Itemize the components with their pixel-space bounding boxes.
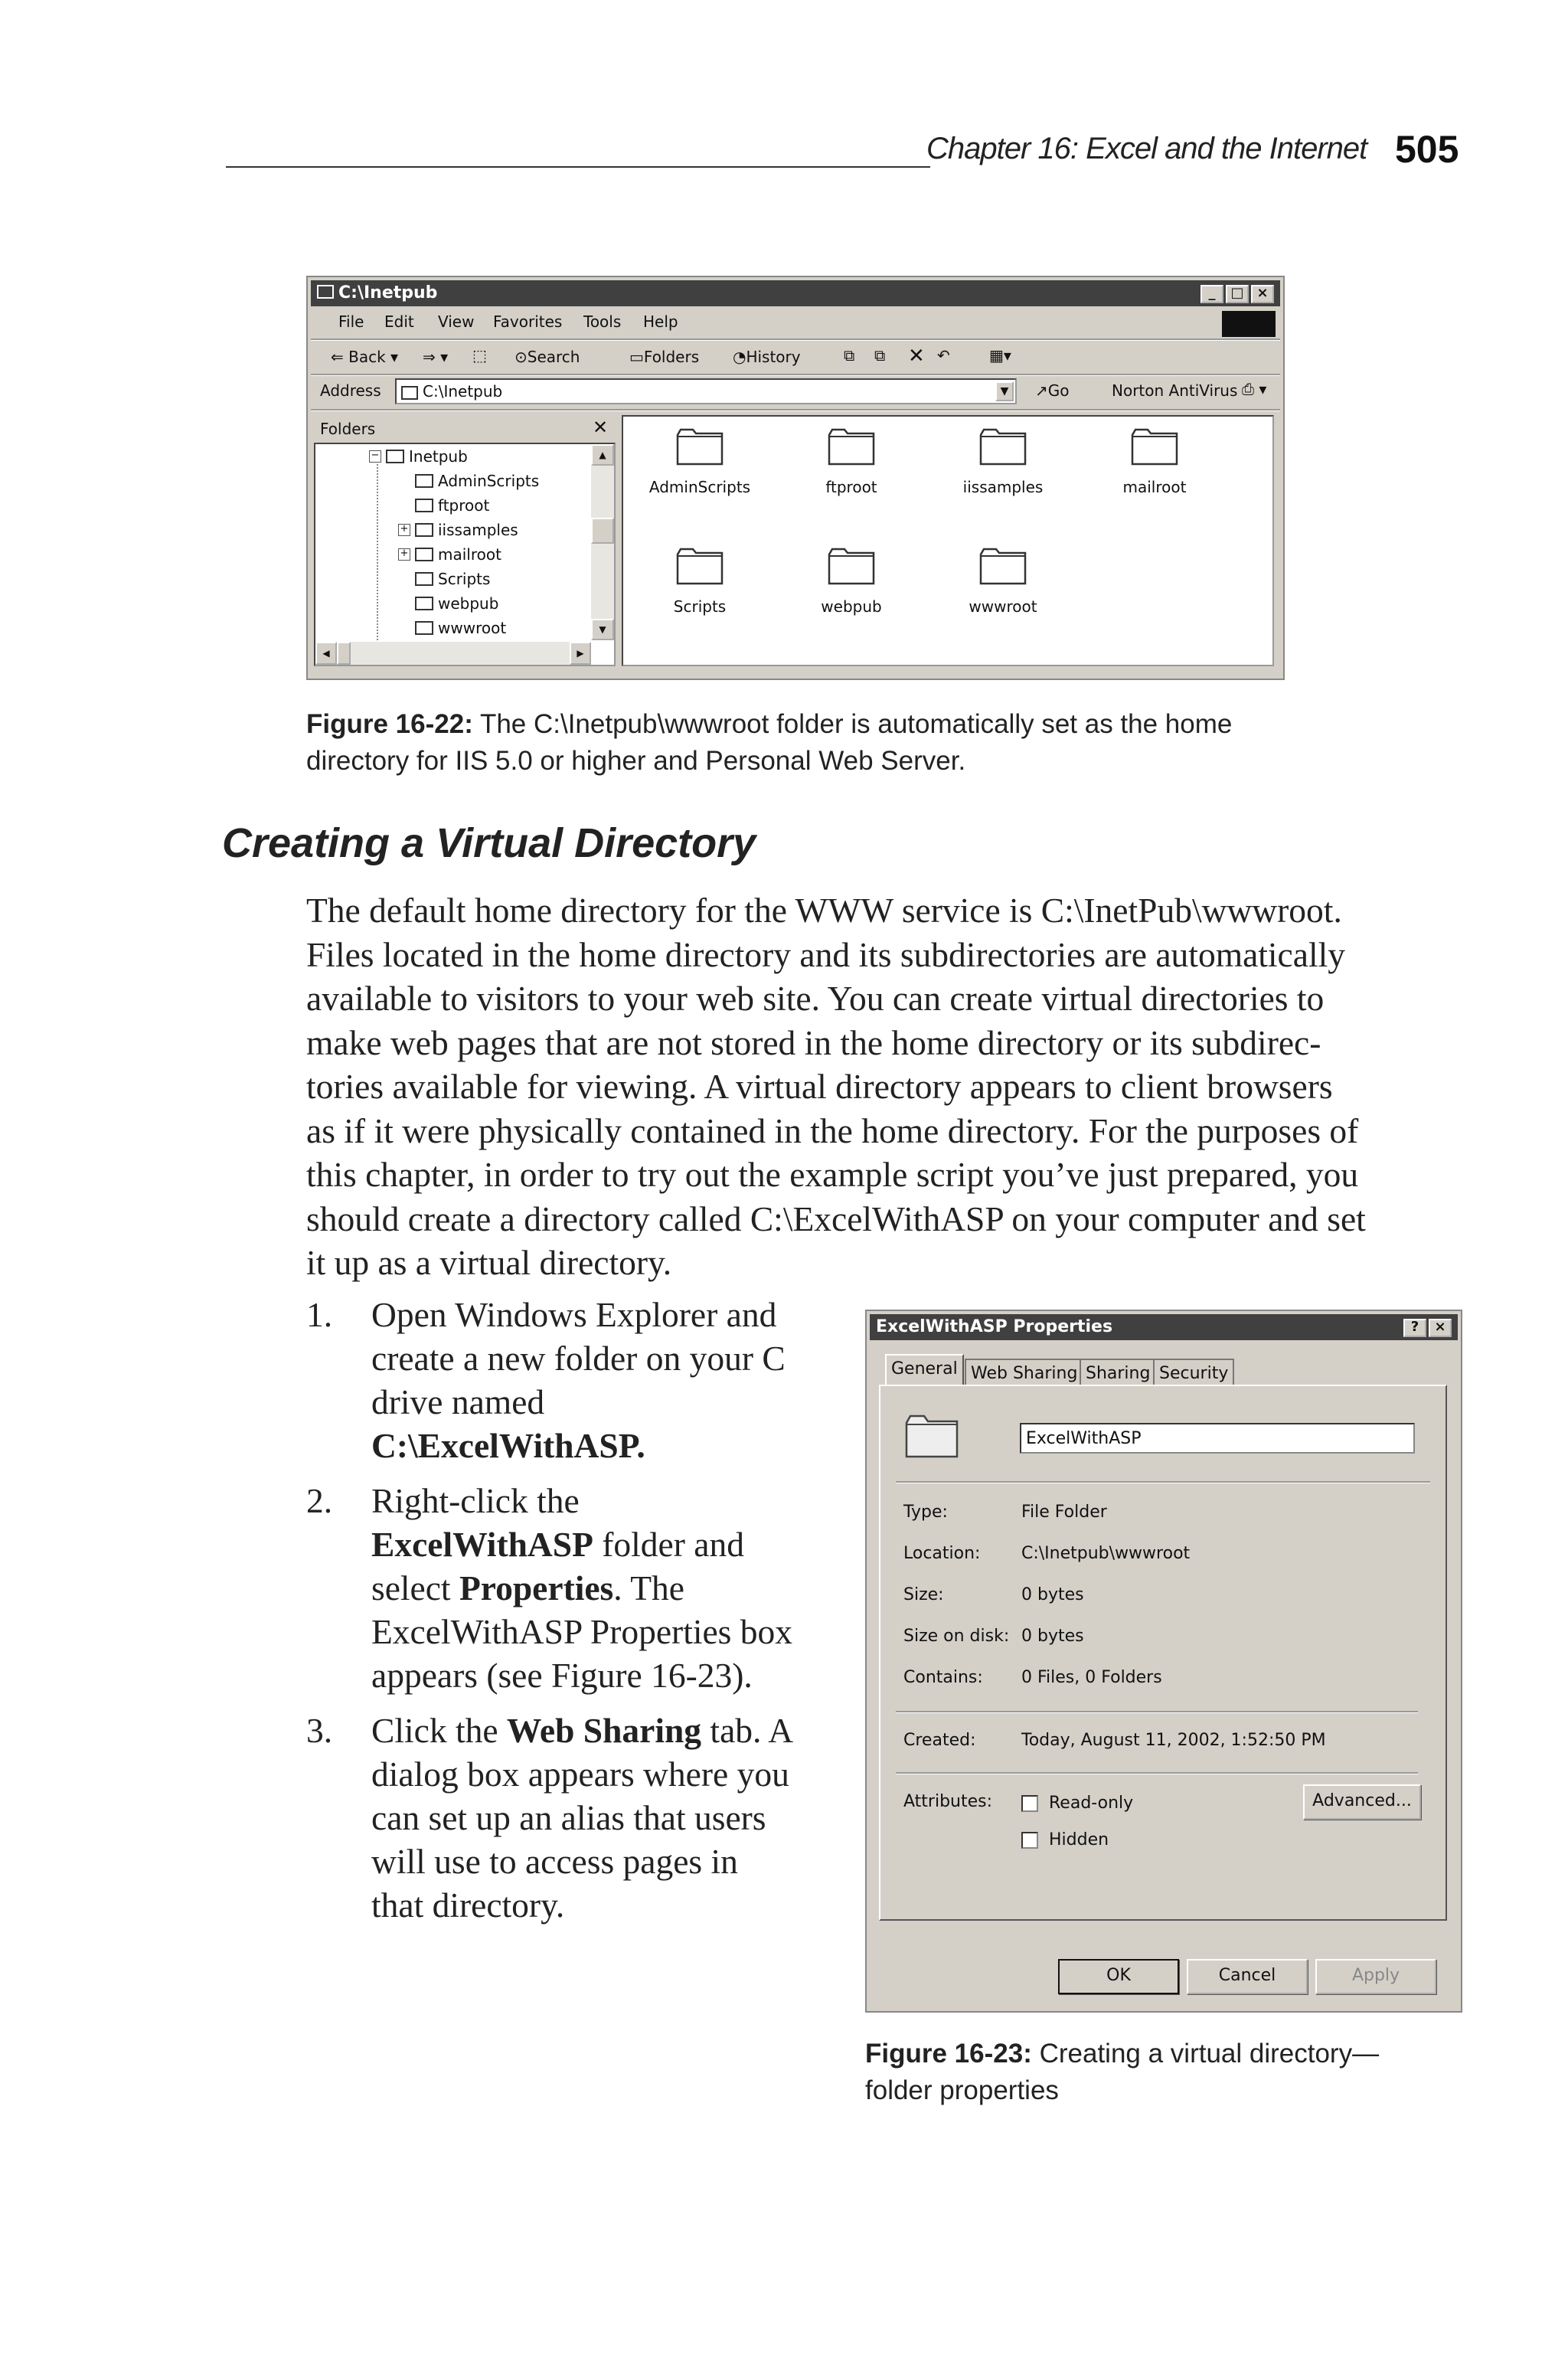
readonly-label: Read-only [1049, 1794, 1134, 1813]
step-text [371, 1568, 684, 1608]
step-text: can set up an alias that users [371, 1798, 766, 1837]
divider [311, 374, 1280, 376]
divider [896, 1711, 1418, 1713]
folder-icon [415, 572, 433, 586]
views-icon[interactable]: ▦▾ [989, 346, 1011, 365]
tree-item-inetpub[interactable] [369, 447, 468, 466]
close-icon[interactable]: × [1429, 1319, 1452, 1337]
contains-label: Contains: [903, 1668, 983, 1687]
explorer-titlebar [311, 280, 1280, 306]
tree-label: ftproot [438, 496, 490, 515]
paragraph-line: this chapter, in order to try out the example script you’ve just prepared, you [306, 1155, 1359, 1194]
address-label: Address [320, 381, 381, 400]
ok-button[interactable]: OK [1058, 1959, 1179, 1994]
step-text: drive named [371, 1382, 545, 1421]
figure-caption-16-22 [306, 706, 1302, 780]
paragraph-line: should create a directory called C:\ExcelWithASP on your computer and set [306, 1199, 1366, 1238]
paragraph-line: make web pages that are not stored in the home directory or its subdirec- [306, 1022, 1321, 1062]
step-text: will use to access pages in [371, 1842, 738, 1881]
step-number: 1. [306, 1295, 333, 1334]
back-label: Back [348, 348, 386, 366]
tree-item-mailroot[interactable] [398, 545, 501, 564]
menu-help[interactable]: Help [643, 312, 678, 331]
folder-item-adminscripts[interactable] [639, 424, 761, 509]
folder-item-scripts[interactable] [639, 544, 761, 628]
undo-icon[interactable]: ↶ [937, 346, 950, 365]
tree-label: wwwroot [438, 619, 507, 637]
chevron-down-icon[interactable]: ▼ [995, 381, 1014, 401]
expand-icon[interactable]: + [398, 524, 410, 536]
tree-label: iissamples [438, 521, 518, 539]
folder-icon [415, 474, 433, 488]
tree-label: AdminScripts [438, 472, 540, 490]
tree-label: Inetpub [409, 447, 468, 466]
back-button[interactable]: ⇐ Back ▾ [331, 348, 399, 366]
paragraph-line: tories available for viewing. A virtual directory appears to client browsers [306, 1067, 1333, 1106]
dialog-titlebar [870, 1314, 1458, 1340]
explorer-title: C:\Inetpub [338, 283, 438, 303]
type-value: File Folder [1021, 1503, 1107, 1522]
history-icon: ◔ [733, 348, 746, 366]
folder-item-iissamples[interactable] [942, 424, 1064, 509]
folder-icon [1131, 427, 1178, 466]
up-folder-icon[interactable]: ⬚ [472, 346, 487, 365]
tree-item-webpub[interactable] [415, 594, 498, 613]
scroll-right-icon[interactable]: ▶ [570, 642, 591, 665]
tree-item-iissamples[interactable] [398, 521, 518, 539]
menu-view[interactable]: View [438, 312, 475, 331]
norton-antivirus-button[interactable]: Norton AntiVirus [1112, 381, 1238, 400]
folder-icon [676, 547, 724, 585]
folders-label: Folders [643, 348, 700, 366]
caption-label: Figure 16-22: [306, 709, 473, 739]
attributes-label: Attributes: [903, 1792, 993, 1811]
step-text: ExcelWithASP Properties box [371, 1612, 792, 1651]
step-text [371, 1710, 793, 1751]
tree-item-wwwroot[interactable] [415, 619, 506, 637]
tree-label: webpub [438, 594, 499, 613]
minimize-icon[interactable]: _ [1200, 285, 1223, 303]
paragraph-line: Files located in the home directory and its subdirectories are automatically [306, 934, 1345, 974]
go-button[interactable]: ↗Go [1035, 381, 1070, 400]
folder-icon [676, 427, 724, 466]
folder-icon [905, 1414, 959, 1458]
caption-text: Creating a virtual directory— [1039, 2039, 1380, 2069]
caption-text: The C:\Inetpub\wwwroot folder is automatically set as the home [479, 709, 1233, 739]
caption-line: directory for IIS 5.0 or higher and Personal Web Server. [306, 746, 966, 776]
copy-to-icon[interactable]: ⧉ [874, 346, 886, 365]
tab-sharing[interactable]: Sharing [1080, 1359, 1156, 1386]
tree-item-scripts[interactable] [415, 570, 490, 588]
folder-item-mailroot[interactable] [1093, 424, 1216, 509]
step-text-bold: Web Sharing [506, 1711, 702, 1750]
step-text-bold: ExcelWithASP [371, 1525, 593, 1564]
size-on-disk-label: Size on disk: [903, 1627, 1010, 1646]
caption-line [865, 2036, 1478, 2072]
step-number: 3. [306, 1711, 333, 1750]
location-value: C:\Inetpub\wwwroot [1021, 1544, 1191, 1563]
step-text-bold: C:\ExcelWithASP. [371, 1426, 645, 1465]
step-text: . The [613, 1568, 684, 1607]
folder-name-value: ExcelWithASP [1026, 1429, 1142, 1448]
apply-button[interactable]: Apply [1315, 1959, 1436, 1994]
menu-tools[interactable]: Tools [583, 312, 622, 331]
tab-general[interactable]: General [885, 1354, 964, 1386]
divider [311, 409, 1280, 411]
norton-icon[interactable]: ⎙ ▾ [1242, 380, 1267, 398]
created-value: Today, August 11, 2002, 1:52:50 PM [1021, 1731, 1326, 1750]
maximize-icon[interactable]: □ [1226, 285, 1249, 303]
step-text: select [371, 1568, 459, 1607]
folder-tree [314, 443, 616, 666]
address-input[interactable] [395, 378, 1017, 404]
hidden-label: Hidden [1049, 1830, 1109, 1849]
go-label: Go [1047, 381, 1070, 400]
explorer-window [306, 276, 1285, 680]
step-text: Right-click the [371, 1481, 580, 1520]
scroll-down-icon[interactable]: ▼ [591, 619, 614, 640]
move-to-icon[interactable]: ⧉ [844, 346, 855, 365]
step-text: dialog box appears where you [371, 1755, 789, 1794]
paragraph-line: available to visitors to your web site. You can create virtual directories to [306, 979, 1325, 1018]
tree-item-adminscripts[interactable] [415, 472, 539, 490]
folder-icon [401, 386, 418, 400]
search-icon: ⊙ [514, 348, 528, 366]
folder-label: webpub [821, 597, 882, 616]
address-value: C:\Inetpub [423, 382, 503, 401]
step-text: that directory. [371, 1885, 565, 1925]
section-heading: Creating a Virtual Directory [222, 820, 756, 866]
step-text: tab. A [701, 1711, 794, 1750]
help-icon[interactable]: ? [1403, 1319, 1426, 1337]
paragraph-line: it up as a virtual directory. [306, 1243, 672, 1282]
menu-edit[interactable]: Edit [384, 312, 414, 331]
forward-button[interactable]: ⇒ ▾ [423, 348, 449, 366]
step-text: create a new folder on your C [371, 1339, 786, 1378]
paragraph-line: as if it were physically contained in the home directory. For the purposes of [306, 1110, 1359, 1150]
history-label: History [746, 348, 801, 366]
tab-panel [879, 1385, 1447, 1921]
page-number: 505 [1395, 128, 1459, 171]
contains-value: 0 Files, 0 Folders [1021, 1668, 1162, 1687]
created-label: Created: [903, 1731, 976, 1750]
tree-label: Scripts [438, 570, 491, 588]
folder-item-ftproot[interactable] [790, 424, 913, 509]
body-paragraph [306, 888, 1485, 1285]
delete-icon[interactable]: ✕ [908, 345, 925, 368]
folder-label: ftproot [825, 478, 877, 496]
dialog-title: ExcelWithASP Properties [876, 1317, 1113, 1336]
properties-dialog [865, 1310, 1462, 2013]
folder-label: iissamples [962, 478, 1044, 496]
step-text: Click the [371, 1711, 507, 1750]
caption-label: Figure 16-23: [865, 2039, 1032, 2069]
collapse-icon[interactable]: − [369, 450, 381, 463]
folders-button[interactable] [629, 348, 699, 366]
windows-logo-icon [1222, 311, 1276, 337]
divider [896, 1481, 1430, 1483]
folder-icon [415, 548, 433, 561]
advanced-button[interactable]: Advanced... [1303, 1784, 1421, 1820]
cancel-button[interactable]: Cancel [1187, 1959, 1308, 1994]
size-on-disk-value: 0 bytes [1021, 1627, 1084, 1646]
folder-icon [828, 427, 875, 466]
horizontal-scrollbar[interactable] [315, 642, 591, 665]
folder-item-webpub[interactable] [790, 544, 913, 628]
tree-item-ftproot[interactable] [415, 496, 489, 515]
folder-icon [979, 547, 1027, 585]
vertical-scrollbar[interactable] [591, 444, 614, 640]
folder-label: mailroot [1122, 478, 1187, 496]
size-label: Size: [903, 1585, 944, 1604]
type-label: Type: [903, 1503, 948, 1522]
scroll-left-icon[interactable]: ◀ [315, 642, 337, 665]
caption-line [306, 706, 1302, 743]
tree-dotted-line [377, 455, 378, 662]
search-label: Search [527, 348, 580, 366]
header-rule [226, 166, 930, 168]
folder-contents-pane [622, 415, 1274, 666]
search-button[interactable] [514, 348, 580, 366]
divider [311, 338, 1280, 341]
menu-favorites[interactable]: Favorites [493, 312, 563, 331]
tab-security[interactable]: Security [1153, 1359, 1234, 1386]
expand-icon[interactable]: + [398, 548, 410, 561]
tree-label: mailroot [438, 545, 501, 564]
folders-pane-title: Folders [320, 420, 376, 438]
figure-caption-16-23 [865, 2036, 1478, 2109]
step-text-bold: Properties [459, 1568, 614, 1607]
size-value: 0 bytes [1021, 1585, 1084, 1604]
location-label: Location: [903, 1544, 981, 1563]
folder-label: AdminScripts [648, 478, 751, 496]
scroll-up-icon[interactable]: ▲ [591, 444, 614, 466]
history-button[interactable] [733, 348, 801, 366]
folder-icon [415, 499, 433, 512]
menu-file[interactable]: File [338, 312, 364, 331]
caption-line: folder properties [865, 2075, 1059, 2105]
folder-label: wwwroot [969, 597, 1037, 616]
folder-icon [415, 523, 433, 537]
folders-icon: ▭ [629, 348, 644, 366]
folder-icon [415, 621, 433, 635]
close-pane-icon[interactable]: ✕ [593, 417, 609, 438]
divider [896, 1772, 1418, 1774]
folder-icon [828, 547, 875, 585]
step-number: 2. [306, 1481, 333, 1520]
tab-web-sharing[interactable]: Web Sharing [965, 1359, 1083, 1386]
step-text [371, 1524, 744, 1565]
hidden-checkbox[interactable] [1021, 1832, 1038, 1849]
folder-name-input[interactable] [1020, 1423, 1415, 1454]
close-icon[interactable]: × [1251, 285, 1274, 303]
folder-item-wwwroot[interactable] [942, 544, 1064, 628]
scroll-thumb[interactable] [337, 642, 351, 665]
scroll-thumb[interactable] [591, 518, 614, 544]
folder-icon [317, 285, 334, 299]
folder-icon [979, 427, 1027, 466]
running-header-chapter: Chapter 16: Excel and the Internet [926, 132, 1367, 165]
step-text: appears (see Figure 16-23). [371, 1656, 753, 1695]
step-text: folder and [593, 1525, 744, 1564]
readonly-checkbox[interactable] [1021, 1795, 1038, 1812]
folder-icon [415, 597, 433, 610]
folder-label: Scripts [673, 597, 727, 616]
step-text: Open Windows Explorer and [371, 1295, 777, 1334]
folder-open-icon [386, 450, 404, 463]
paragraph-line: The default home directory for the WWW service is C:\InetPub\wwwroot. [306, 891, 1342, 930]
